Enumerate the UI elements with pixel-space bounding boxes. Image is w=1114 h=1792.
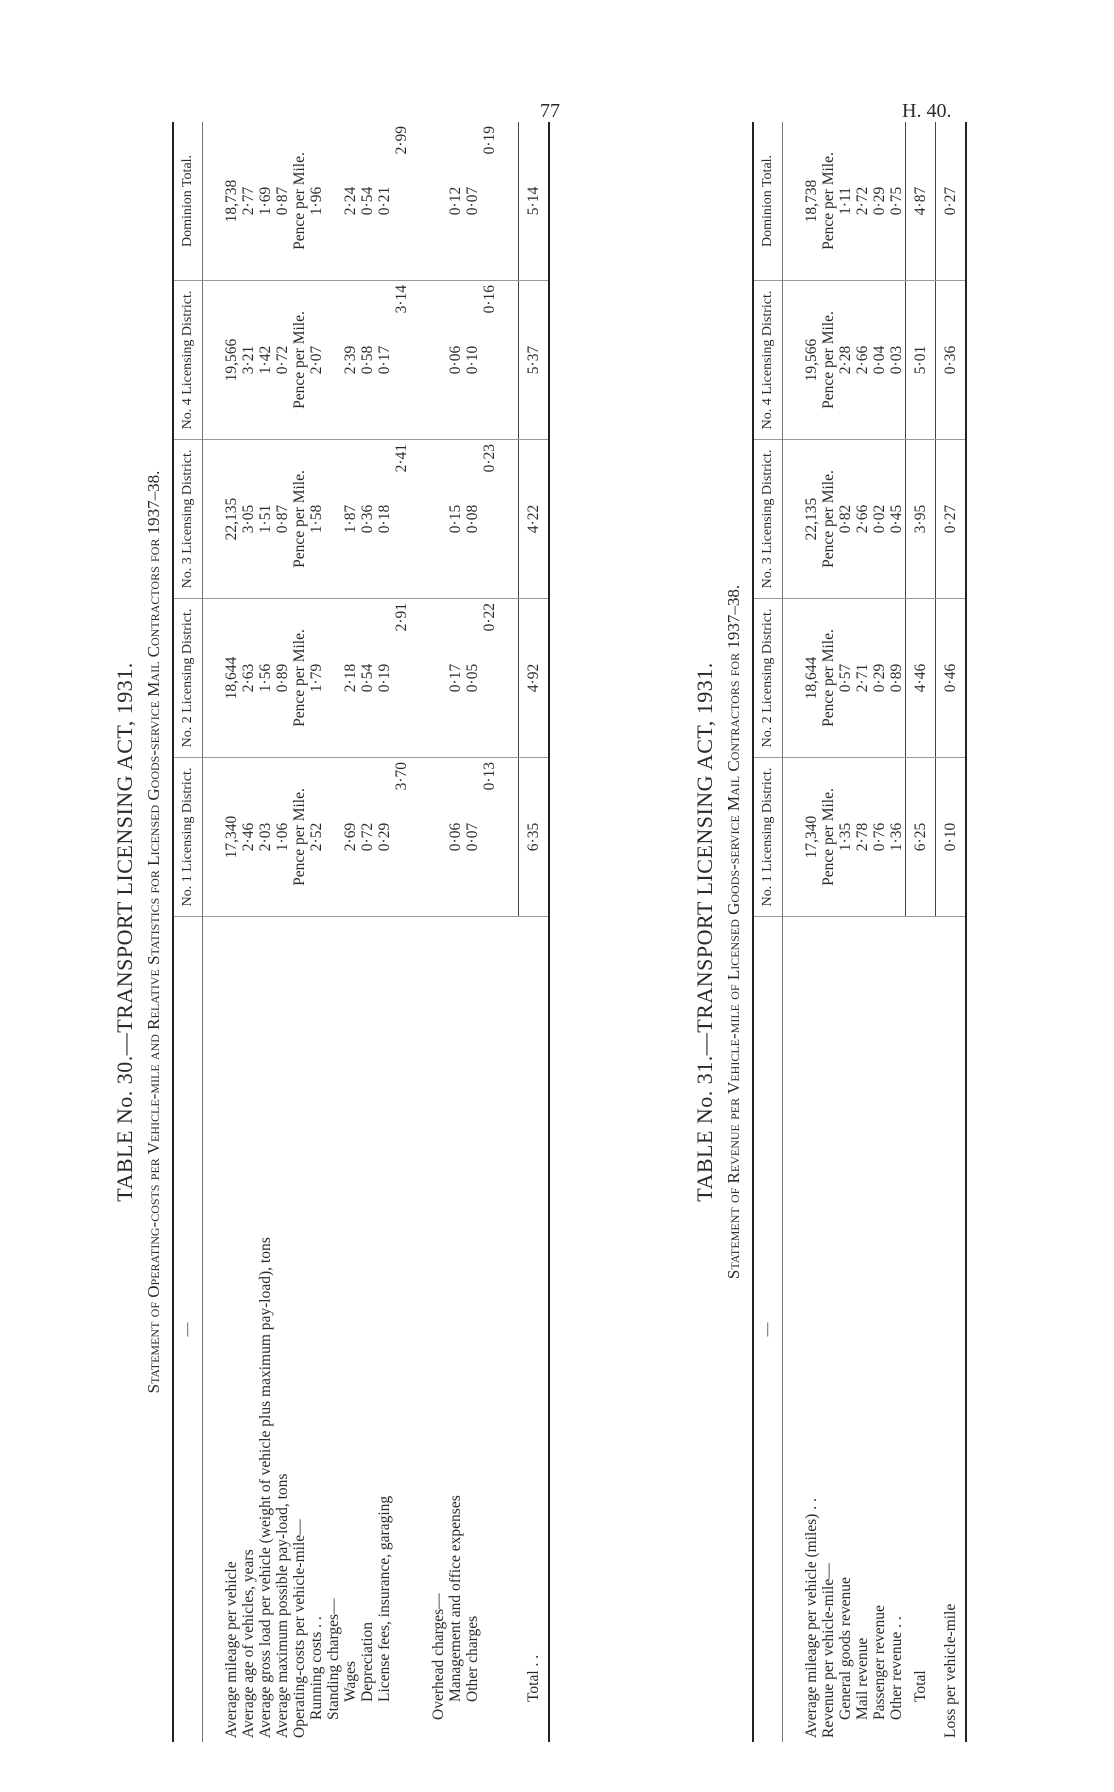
total-value: 4·92 — [519, 599, 550, 758]
column-header-dominion-total: Dominion Total. — [173, 122, 203, 281]
row-label: General goods revenue — [837, 1577, 854, 1720]
cell-value: 1·51 — [257, 440, 274, 599]
row-label: Passenger revenue — [871, 1605, 888, 1720]
cell-value: 0·36 — [359, 440, 376, 599]
column-header-district-1: No. 1 Licensing District. — [753, 758, 783, 917]
cell-value: 0·46 — [936, 599, 967, 758]
table-31-panel — [690, 122, 1070, 1742]
cell-value: 2·28 — [837, 281, 854, 440]
cell-value: 2·71 — [854, 599, 871, 758]
subtotal-value: 0·13 — [481, 758, 498, 917]
row-label: Other charges — [464, 1615, 481, 1702]
cell-value: 0·58 — [359, 281, 376, 440]
cell-value: 0·87 — [274, 122, 291, 281]
cell-value: 18,644 — [223, 599, 240, 758]
row-label: Total — [912, 1670, 929, 1702]
cell-value: 0·72 — [274, 281, 291, 440]
cell-value: 0·27 — [936, 122, 967, 281]
cell-value: 2·78 — [854, 758, 871, 917]
cell-value: 0·76 — [871, 758, 888, 917]
column-header-district-2: No. 2 Licensing District. — [753, 599, 783, 758]
table-row — [803, 122, 820, 1742]
cell-value: 0·82 — [837, 440, 854, 599]
cell-value: 0·03 — [888, 281, 906, 440]
units-label: Pence per Mile. — [820, 758, 837, 917]
table-row — [854, 122, 871, 1742]
row-label: License fees, insurance, garaging — [376, 1495, 393, 1702]
cell-value: 18,738 — [803, 122, 820, 281]
cell-value: 0·45 — [888, 440, 906, 599]
cell-value: 0·89 — [888, 599, 906, 758]
table-row — [325, 122, 342, 1742]
cell-value: 17,340 — [803, 758, 820, 917]
units-label: Pence per Mile. — [820, 281, 837, 440]
table-row — [820, 122, 837, 1742]
row-label: Loss per vehicle-mile — [936, 917, 967, 1743]
cell-value: 1·11 — [837, 122, 854, 281]
table-row — [837, 122, 854, 1742]
cell-value: 22,135 — [803, 440, 820, 599]
cell-value: 2·77 — [240, 122, 257, 281]
cell-value: 0·54 — [359, 122, 376, 281]
cell-value: 1·56 — [257, 599, 274, 758]
cell-value: 2·46 — [240, 758, 257, 917]
row-label: Depreciation — [359, 1621, 376, 1702]
cell-value: 0·29 — [376, 758, 393, 917]
table-31 — [752, 122, 967, 1742]
column-header-dominion-total: Dominion Total. — [753, 122, 783, 281]
total-value: 4·46 — [906, 599, 936, 758]
table-row — [274, 122, 291, 1742]
cell-value: 0·12 — [447, 122, 464, 281]
cell-value: 0·75 — [888, 122, 906, 281]
table-30-subtitle: Statement of Operating-costs per Vehicle-mile and Relative Statistics for Licensed Goods-service Mail Contractors for 1937–38. — [144, 470, 163, 1394]
cell-value: 19,566 — [223, 281, 240, 440]
cell-value: 0·54 — [359, 599, 376, 758]
table-row — [291, 122, 308, 1742]
column-header-description: — — [173, 917, 203, 1743]
row-label: Operating-costs per vehicle-mile— — [291, 1519, 308, 1738]
row-label — [393, 917, 410, 1743]
row-label: Running costs . . — [308, 1616, 325, 1720]
cell-value: 0·07 — [464, 122, 481, 281]
total-row — [906, 122, 936, 1742]
table-row — [308, 122, 325, 1742]
cell-value: 0·87 — [274, 440, 291, 599]
row-label: Average maximum possible pay-load, tons — [274, 1473, 291, 1738]
cell-value: 1·58 — [308, 440, 325, 599]
total-value: 5·01 — [906, 281, 936, 440]
units-label: Pence per Mile. — [291, 281, 308, 440]
cell-value: 17,340 — [223, 758, 240, 917]
subtotal-value: 2·41 — [393, 440, 410, 599]
row-label: Other revenue . . — [888, 1616, 906, 1720]
column-header-district-1: No. 1 Licensing District. — [173, 758, 203, 917]
cell-value: 0·21 — [376, 122, 393, 281]
cell-value: 0·29 — [871, 122, 888, 281]
row-label: Revenue per vehicle-mile— — [820, 1563, 837, 1738]
row-label: Average mileage per vehicle (miles) . . — [803, 1498, 820, 1738]
cell-value: 2·39 — [342, 281, 359, 440]
units-label: Pence per Mile. — [820, 122, 837, 281]
cell-value: 0·10 — [464, 281, 481, 440]
total-value: 6·35 — [519, 758, 550, 917]
row-label: Overhead charges— — [430, 1593, 447, 1720]
cell-value: 0·06 — [447, 281, 464, 440]
table-31-subtitle: Statement of Revenue per Vehicle-mile of Licensed Goods-service Mail Contractors for 1937–38. — [724, 584, 743, 1280]
table-row — [447, 122, 464, 1742]
cell-value: 0·89 — [274, 599, 291, 758]
row-label: Wages — [342, 1661, 359, 1702]
document-reference: H. 40. — [902, 100, 952, 122]
cell-value: 2·63 — [240, 599, 257, 758]
table-row — [464, 122, 481, 1742]
cell-value: 0·07 — [464, 758, 481, 917]
cell-value: 1·87 — [342, 440, 359, 599]
row-label: Average mileage per vehicle — [223, 1561, 240, 1738]
table-row — [342, 122, 359, 1742]
subtotal-value: 2·99 — [393, 122, 410, 281]
cell-value: 3·21 — [240, 281, 257, 440]
cell-value: 0·04 — [871, 281, 888, 440]
total-value: 5·37 — [519, 281, 550, 440]
row-label: Average age of vehicles, years — [240, 1549, 257, 1738]
row-label: Average gross load per vehicle (weight of vehicle plus maximum pay-load), tons — [257, 1237, 274, 1738]
row-label: Standing charges— — [325, 1598, 342, 1720]
table-row — [430, 122, 447, 1742]
table-30-panel — [110, 122, 570, 1742]
page-number: 77 — [540, 100, 560, 122]
table-30-title: TABLE No. 30.—TRANSPORT LICENSING ACT, 1931. — [112, 662, 137, 1202]
cell-value: 1·36 — [888, 758, 906, 917]
table-31-title: TABLE No. 31.—TRANSPORT LICENSING ACT, 1931. — [692, 662, 717, 1202]
cell-value: 1·69 — [257, 122, 274, 281]
cell-value: 1·79 — [308, 599, 325, 758]
row-label: Total . . — [519, 917, 550, 1743]
cell-value: 0·29 — [871, 599, 888, 758]
cell-value: 18,644 — [803, 599, 820, 758]
subtotal-value: 0·16 — [481, 281, 498, 440]
cell-value: 2·24 — [342, 122, 359, 281]
table-row — [888, 122, 906, 1742]
cell-value: 1·35 — [837, 758, 854, 917]
cell-value: 1·42 — [257, 281, 274, 440]
cell-value: 0·08 — [464, 440, 481, 599]
subtotal-value: 2·91 — [393, 599, 410, 758]
units-label: Pence per Mile. — [291, 599, 308, 758]
subtotal-value: 3·70 — [393, 758, 410, 917]
cell-value: 0·72 — [359, 758, 376, 917]
units-label: Pence per Mile. — [291, 440, 308, 599]
subtotal-value: 0·19 — [481, 122, 498, 281]
units-label: Pence per Mile. — [820, 440, 837, 599]
cell-value: 2·52 — [308, 758, 325, 917]
total-value: 5·14 — [519, 122, 550, 281]
subtotal-value: 0·22 — [481, 599, 498, 758]
subtotal-value: 3·14 — [393, 281, 410, 440]
row-label — [481, 917, 498, 1743]
cell-value: 0·27 — [936, 440, 967, 599]
cell-value: 2·69 — [342, 758, 359, 917]
cell-value: 1·06 — [274, 758, 291, 917]
cell-value: 18,738 — [223, 122, 240, 281]
total-value: 4·22 — [519, 440, 550, 599]
cell-value: 2·66 — [854, 440, 871, 599]
total-value: 4·87 — [906, 122, 936, 281]
table-row — [376, 122, 393, 1742]
cell-value: 0·36 — [936, 281, 967, 440]
column-header-district-4: No. 4 Licensing District. — [753, 281, 783, 440]
cell-value: 0·05 — [464, 599, 481, 758]
cell-value: 2·66 — [854, 281, 871, 440]
cell-value: 2·07 — [308, 281, 325, 440]
column-header-district-3: No. 3 Licensing District. — [753, 440, 783, 599]
cell-value: 0·18 — [376, 440, 393, 599]
cell-value: 0·19 — [376, 599, 393, 758]
cell-value: 3·05 — [240, 440, 257, 599]
cell-value: 0·02 — [871, 440, 888, 599]
units-label: Pence per Mile. — [291, 122, 308, 281]
subtotal-value: 0·23 — [481, 440, 498, 599]
cell-value: 0·15 — [447, 440, 464, 599]
cell-value: 2·72 — [854, 122, 871, 281]
column-header-description: — — [753, 917, 783, 1743]
column-header-district-3: No. 3 Licensing District. — [173, 440, 203, 599]
cell-value: 0·06 — [447, 758, 464, 917]
column-header-district-4: No. 4 Licensing District. — [173, 281, 203, 440]
table-row — [936, 122, 967, 1742]
row-label: Management and office expenses — [447, 1495, 464, 1702]
subtotal-row — [481, 122, 498, 1742]
total-row — [519, 122, 550, 1742]
cell-value: 19,566 — [803, 281, 820, 440]
column-header-district-2: No. 2 Licensing District. — [173, 599, 203, 758]
cell-value: 0·10 — [936, 758, 967, 917]
table-row — [871, 122, 888, 1742]
cell-value: 1·96 — [308, 122, 325, 281]
units-label: Pence per Mile. — [291, 758, 308, 917]
cell-value: 0·17 — [447, 599, 464, 758]
table-row — [240, 122, 257, 1742]
cell-value: 2·03 — [257, 758, 274, 917]
row-label: Mail revenue — [854, 1637, 871, 1720]
units-label: Pence per Mile. — [820, 599, 837, 758]
table-30 — [172, 122, 550, 1742]
table-row — [257, 122, 274, 1742]
subtotal-row — [393, 122, 410, 1742]
cell-value: 0·17 — [376, 281, 393, 440]
total-value: 6·25 — [906, 758, 936, 917]
table-row — [223, 122, 240, 1742]
cell-value: 22,135 — [223, 440, 240, 599]
total-value: 3·95 — [906, 440, 936, 599]
table-row — [359, 122, 376, 1742]
cell-value: 0·57 — [837, 599, 854, 758]
cell-value: 2·18 — [342, 599, 359, 758]
